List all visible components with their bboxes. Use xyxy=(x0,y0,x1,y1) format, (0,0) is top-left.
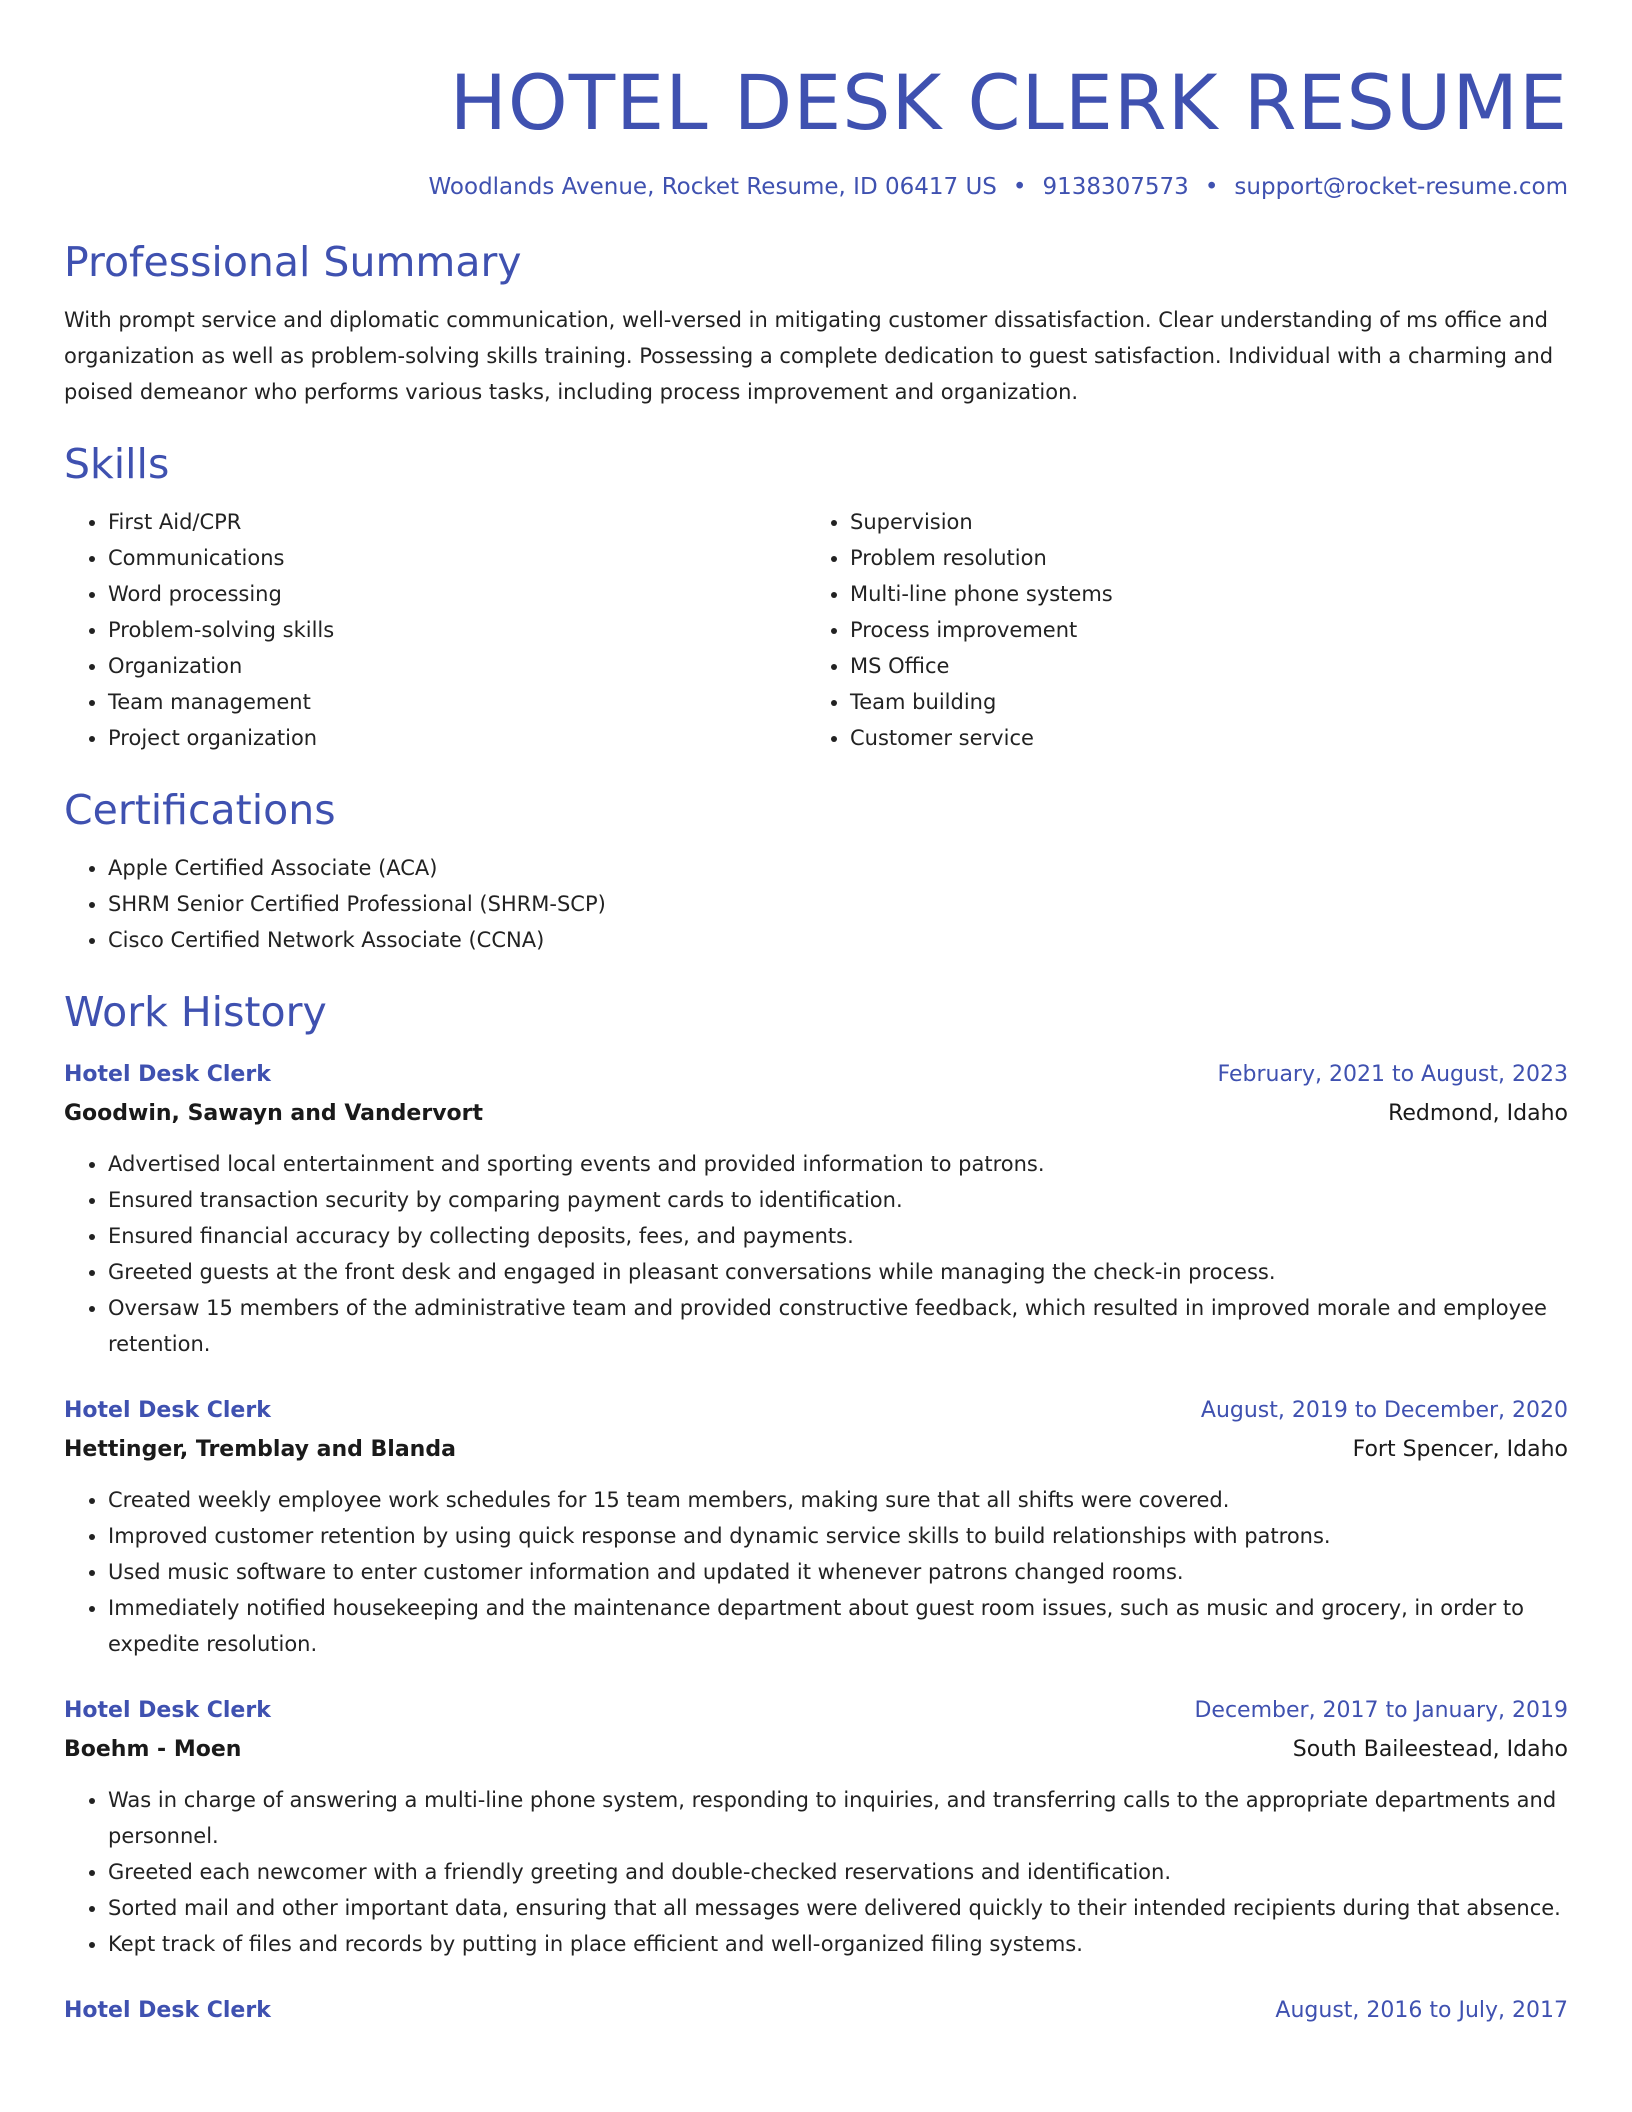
job-bullet: • Kept track of files and records by putting in place efficient and well-organized filing systems. xyxy=(108,1926,1568,1962)
job-dates: August, 2019 to December, 2020 xyxy=(1200,1398,1568,1423)
job-company-row xyxy=(64,1094,1568,1134)
certification-item: • SHRM Senior Certified Professional (SHRM-SCP) xyxy=(108,886,1568,922)
skill-item: • First Aid/CPR xyxy=(108,504,806,540)
job-location: Fort Spencer, Idaho xyxy=(1352,1437,1568,1462)
job-entry xyxy=(64,1392,1568,1662)
skills-heading: Skills xyxy=(64,440,170,488)
job-title-row xyxy=(64,1992,1568,2030)
job-bullet: • Advertised local entertainment and sporting events and provided information to patrons. xyxy=(108,1146,1568,1182)
contact-separator: • xyxy=(1012,174,1027,200)
job-bullet: • Ensured financial accuracy by collecting deposits, fees, and payments. xyxy=(108,1218,1568,1254)
skill-item: • Communications xyxy=(108,540,806,576)
job-dates: December, 2017 to January, 2019 xyxy=(1194,1698,1568,1723)
job-company-row xyxy=(64,1430,1568,1470)
skill-item: • MS Office xyxy=(850,648,1548,684)
job-bullets xyxy=(64,1482,1568,1662)
skill-item: • Team building xyxy=(850,684,1548,720)
skill-item: • Organization xyxy=(108,648,806,684)
contact-address: Woodlands Avenue, Rocket Resume, ID 06417 US xyxy=(428,174,997,200)
skill-item: • Project organization xyxy=(108,720,806,756)
skill-item: • Team management xyxy=(108,684,806,720)
skill-item: • Process improvement xyxy=(850,612,1548,648)
job-company: Boehm - Moen xyxy=(64,1737,242,1762)
skill-item: • Multi-line phone systems xyxy=(850,576,1548,612)
job-entry xyxy=(64,1692,1568,1962)
job-bullet: • Was in charge of answering a multi-line phone system, responding to inquiries, and transferring calls to the appropriate departments and personnel. xyxy=(108,1782,1568,1854)
job-title-row xyxy=(64,1056,1568,1094)
job-bullet: • Sorted mail and other important data, ensuring that all messages were delivered quickly to their intended recipients during that absence. xyxy=(108,1890,1568,1926)
job-location: Redmond, Idaho xyxy=(1388,1101,1568,1126)
skill-item: • Supervision xyxy=(850,504,1548,540)
contact-phone: 9138307573 xyxy=(1042,174,1189,200)
job-bullet: • Immediately notified housekeeping and the maintenance department about guest room issues, such as music and grocery, in order to expedite resolution. xyxy=(108,1590,1568,1662)
job-bullet: • Used music software to enter customer information and updated it whenever patrons changed rooms. xyxy=(108,1554,1568,1590)
resume-title: HOTEL DESK CLERK RESUME xyxy=(449,58,1568,147)
job-entry xyxy=(64,1992,1568,2030)
job-entry xyxy=(64,1056,1568,1362)
job-bullets xyxy=(64,1146,1568,1362)
job-company: Hettinger, Tremblay and Blanda xyxy=(64,1437,456,1462)
certifications-list xyxy=(64,850,1568,958)
certifications-heading: Certifications xyxy=(64,786,336,834)
job-title: Hotel Desk Clerk xyxy=(64,1698,271,1723)
contact-email[interactable]: support@rocket-resume.com xyxy=(1234,174,1568,200)
skills-grid xyxy=(64,504,1568,756)
skills-column-right xyxy=(806,504,1548,756)
job-title: Hotel Desk Clerk xyxy=(64,1062,271,1087)
job-location: South Baileestead, Idaho xyxy=(1292,1737,1568,1762)
skill-item: • Customer service xyxy=(850,720,1548,756)
job-bullet: • Created weekly employee work schedules for 15 team members, making sure that all shifts were covered. xyxy=(108,1482,1568,1518)
job-bullet: • Oversaw 15 members of the administrative team and provided constructive feedback, which resulted in improved morale and employee retention. xyxy=(108,1290,1568,1362)
contact-separator: • xyxy=(1204,174,1219,200)
summary-heading: Professional Summary xyxy=(64,238,522,286)
skill-item: • Word processing xyxy=(108,576,806,612)
job-bullets xyxy=(64,1782,1568,1962)
job-company-row xyxy=(64,1730,1568,1770)
job-title-row xyxy=(64,1692,1568,1730)
job-dates: August, 2016 to July, 2017 xyxy=(1275,1998,1568,2023)
work-history-heading: Work History xyxy=(64,988,327,1036)
skill-item: • Problem resolution xyxy=(850,540,1548,576)
job-title: Hotel Desk Clerk xyxy=(64,1398,271,1423)
job-bullet: • Improved customer retention by using quick response and dynamic service skills to build relationships with patrons. xyxy=(108,1518,1568,1554)
job-title: Hotel Desk Clerk xyxy=(64,1998,271,2023)
job-company: Goodwin, Sawayn and Vandervort xyxy=(64,1101,484,1126)
job-dates: February, 2021 to August, 2023 xyxy=(1217,1062,1568,1087)
job-title-row xyxy=(64,1392,1568,1430)
certification-item: • Cisco Certified Network Associate (CCNA) xyxy=(108,922,1568,958)
job-bullet: • Greeted each newcomer with a friendly greeting and double-checked reservations and identification. xyxy=(108,1854,1568,1890)
job-bullet: • Ensured transaction security by comparing payment cards to identification. xyxy=(108,1182,1568,1218)
skill-item: • Problem-solving skills xyxy=(108,612,806,648)
certification-item: • Apple Certified Associate (ACA) xyxy=(108,850,1568,886)
job-bullet: • Greeted guests at the front desk and engaged in pleasant conversations while managing the check-in process. xyxy=(108,1254,1568,1290)
summary-text: With prompt service and diplomatic communication, well-versed in mitigating customer dissatisfaction. Clear understanding of ms office and organization as well as problem-solving skills training. Possessing a complete dedication to guest satisfaction. Individual with a charming and poised demeanor who performs various tasks, including process improvement and organization. xyxy=(64,308,1554,404)
contact-line xyxy=(64,170,1568,204)
skills-column-left xyxy=(64,504,806,756)
